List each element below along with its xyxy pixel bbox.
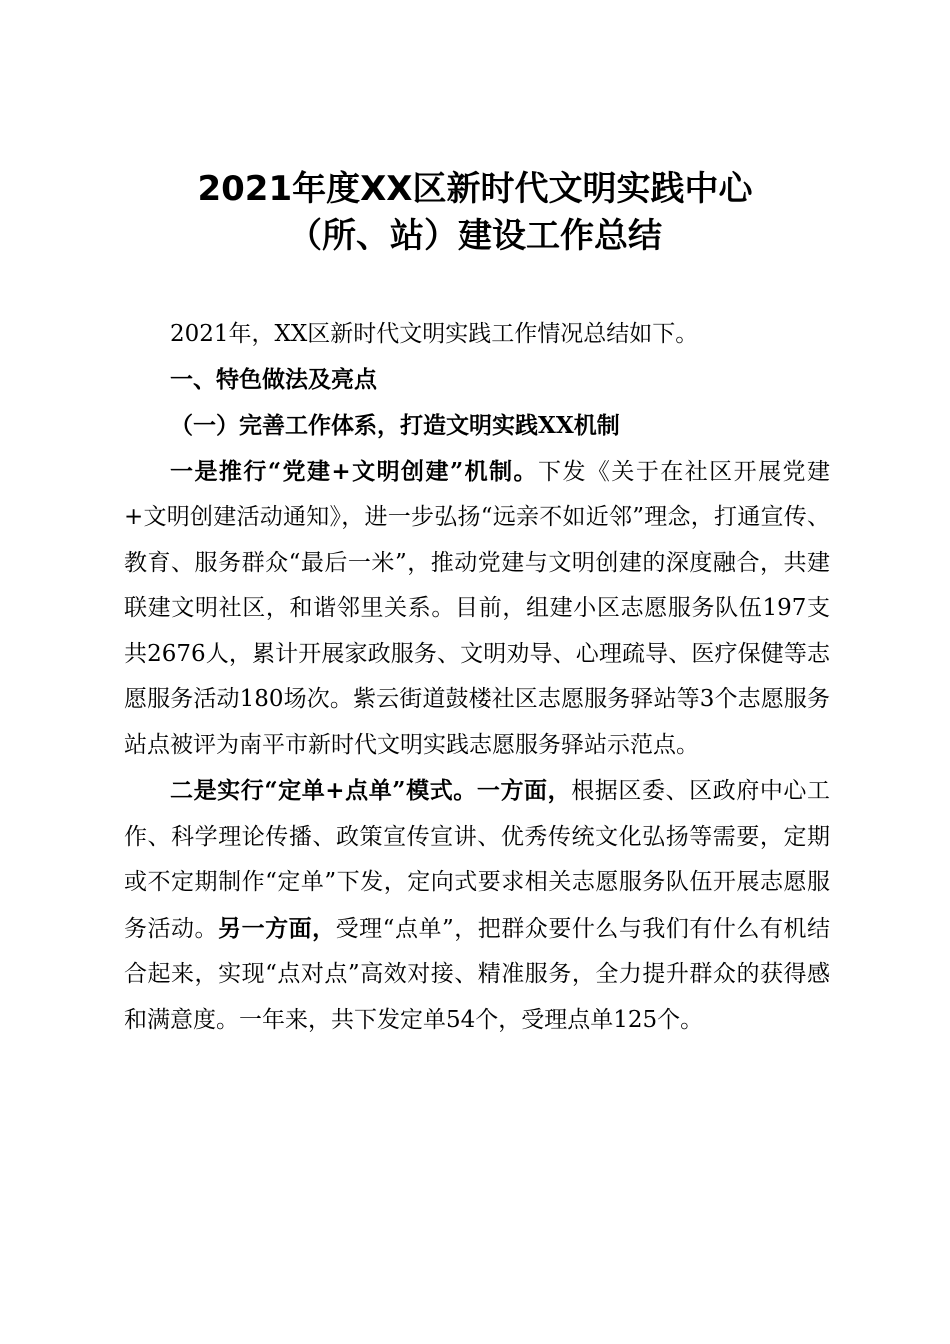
paragraph-1 <box>124 449 830 769</box>
paragraph-1-text: 下发《关于在社区开展党建+文明创建活动通知》，进一步弘扬“远亲不如近邻”理念，打通宣传、教育、服务群众“最后一米”，推动党建与文明创建的深度融合，共建联建文明社区，和谐邻里关系。目前，组建小区志愿服务队伍197支共2676人，累计开展家政服务、文明劝导、心理疏导、医疗保健等志愿服务活动180场次。紫云街道鼓楼社区志愿服务驿站等3个志愿服务站点被评为南平市新时代文明实践志愿服务驿站示范点。 <box>124 458 830 758</box>
document-title-line1: 2021年度XX区新时代文明实践中心 <box>197 169 753 209</box>
paragraph-1-lead: 一是推行“党建+文明创建”机制。 <box>170 457 538 485</box>
subsection-heading: （一）完善工作体系，打造文明实践XX机制 <box>170 412 620 439</box>
document-title-line2: （所、站）建设工作总结 <box>288 216 662 256</box>
paragraph-2-first-aspect: 一方面， <box>476 777 572 804</box>
intro-paragraph: 2021年，XX区新时代文明实践工作情况总结如下。 <box>170 321 699 347</box>
section-heading: 一、特色做法及亮点 <box>170 366 377 393</box>
paragraph-2-text-2: 受理“点单”，把群众要什么与我们有什么有机结合起来，实现“点对点”高效对接、精准服务，全力提升群众的获得感和满意度。一年来，共下发定单54个，受理点单125个。 <box>124 915 830 1033</box>
document-body <box>124 312 830 1043</box>
paragraph-2-lead: 二是实行“定单+点单”模式。 <box>170 777 477 804</box>
paragraph-2-text-1: 根据区委、区政府中心工作、科学理论传播、政策宣传宣讲、优秀传统文化弘扬等需要，定期或不定期制作“定单”下发，定向式要求相关志愿服务队伍开展志愿服务活动。 <box>124 778 831 942</box>
paragraph-2-second-aspect: 另一方面， <box>218 914 336 942</box>
paragraph-2 <box>124 768 830 1043</box>
